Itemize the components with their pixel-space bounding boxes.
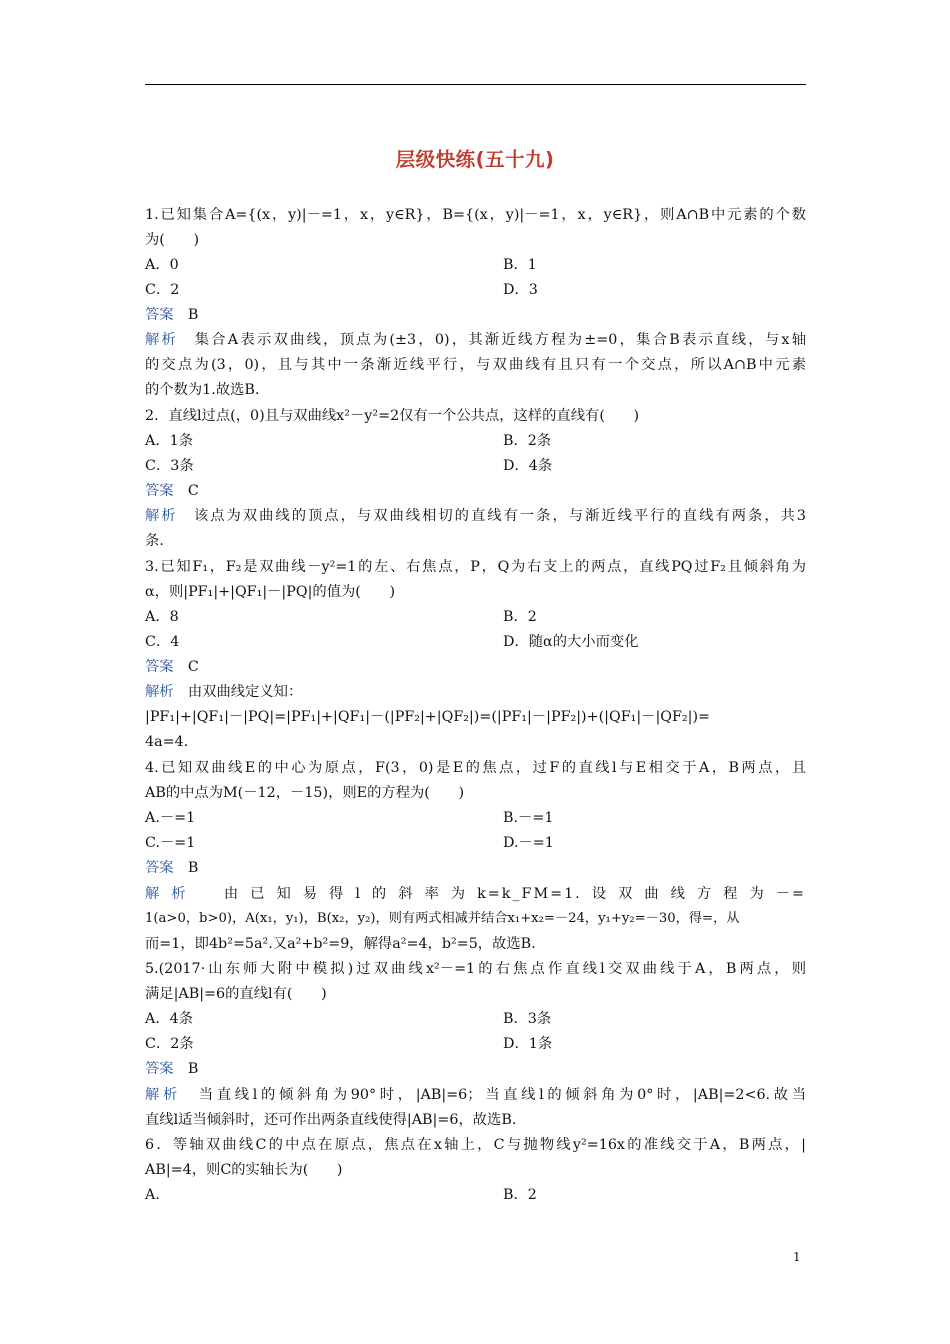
q2-option-c: C．3条 (145, 458, 194, 474)
page-title: 层级快练(五十九) (395, 148, 555, 171)
q5-option-b: B．3条 (503, 1011, 552, 1027)
q3-option-b: B．2 (503, 609, 537, 625)
q1-option-c: C．2 (145, 282, 180, 298)
q5-stem-line-2: 满足|AB|=6的直线l有( ) (145, 986, 327, 1002)
q3-analysis-line-2: |PF₁|+|QF₁|－|PQ|=|PF₁|+|QF₁|－(|PF₂|+|QF₂|)=(|PF₁|－|PF₂|)+(|QF₁|－|QF₂|)= (145, 709, 711, 725)
q4-option-d: D.－=1 (503, 835, 554, 851)
q3-option-c: C．4 (145, 634, 180, 650)
q3-option-d: D．随α的大小而变化 (503, 634, 639, 650)
q4-option-a: A.－=1 (145, 810, 196, 826)
analysis-tag: 解析 (145, 332, 179, 348)
q4-option-b: B.－=1 (503, 810, 554, 826)
q1-option-b: B．1 (503, 257, 537, 273)
page-number: 1 (793, 1250, 801, 1264)
q2-option-b: B．2条 (503, 433, 552, 449)
q1-analysis-line-2: 的交点为(3，0)，且与其中一条渐近线平行，与双曲线有且只有一个交点，所以A∩B中元素 (145, 357, 806, 373)
q1-stem-line-2: 为( ) (145, 232, 200, 248)
q1-analysis-line-3: 的个数为1.故选B. (145, 382, 260, 398)
q6-option-a: A. (145, 1187, 160, 1203)
q1-option-a: A．0 (145, 257, 179, 273)
q4-option-c: C.－=1 (145, 835, 196, 851)
q3-answer: 答案 C (145, 659, 199, 675)
q5-option-a: A．4条 (145, 1011, 194, 1027)
q6-stem-line-1: 6．等轴双曲线C的中点在原点，焦点在x轴上，C与抛物线y²=16x的准线交于A，B两点，| (145, 1137, 806, 1153)
q1-stem-line-1: 1.已知集合A={(x，y)|－=1，x，y∈R}，B={(x，y)|－=1，x，y∈R}，则A∩B中元素的个数 (145, 207, 806, 223)
q5-answer: 答案 B (145, 1061, 199, 1077)
q4-analysis-line-2: 1(a>0，b>0)，A(x₁，y₁)，B(x₂，y₂)，则有两式相减并结合x₁+x₂=－24，y₁+y₂=－30，得=，从 (145, 911, 740, 926)
q3-analysis-line-1: 解析 由双曲线定义知： (145, 684, 303, 700)
q4-stem-line-1: 4.已知双曲线E的中心为原点，F(3，0)是E的焦点，过F的直线l与E相交于A，B两点，且 (145, 760, 806, 776)
q5-analysis-line-1: 解析 当直线l的倾斜角为90°时，|AB|=6；当直线l的倾斜角为0°时，|AB|=2<6.故当 (145, 1087, 807, 1103)
q2-answer: 答案 C (145, 483, 199, 499)
q2-analysis-line-1: 解析 该点为双曲线的顶点，与双曲线相切的直线有一条，与渐近线平行的直线有两条，共3 (145, 508, 807, 524)
q1-answer (145, 305, 806, 325)
answer-tag: 答案 (145, 307, 174, 323)
q5-analysis-line-2: 直线l适当倾斜时，还可作出两条直线使得|AB|=6，故选B. (145, 1112, 517, 1128)
q3-option-a: A．8 (145, 609, 179, 625)
q3-analysis-line-3: 4a=4. (145, 734, 189, 750)
q5-option-d: D．1条 (503, 1036, 553, 1052)
q2-analysis-line-2: 条. (145, 533, 164, 549)
header-rule (145, 84, 806, 85)
q1-answer-value: B (187, 307, 199, 323)
q2-stem-line-1: 2．直线l过点(，0)且与双曲线x²－y²=2仅有一个公共点，这样的直线有( ) (145, 408, 640, 424)
q5-stem-line-1: 5.(2017·山东师大附中模拟)过双曲线x²－=1的右焦点作直线l交双曲线于A，B两点，则 (145, 961, 806, 977)
q4-analysis-line-1: 解析 由已知易得l的斜率为k=k_FM=1.设双曲线方程为－= (145, 886, 807, 902)
q4-stem-line-2: AB的中点为M(－12，－15)，则E的方程为( ) (145, 785, 465, 801)
q4-answer: 答案 B (145, 860, 199, 876)
q2-option-a: A．1条 (145, 433, 194, 449)
q2-option-d: D．4条 (503, 458, 553, 474)
q6-option-b: B．2 (503, 1187, 537, 1203)
q6-stem-line-2: AB|=4，则C的实轴长为( ) (145, 1162, 343, 1178)
q3-stem-line-1: 3.已知F₁，F₂是双曲线－y²=1的左、右焦点，P，Q为右支上的两点，直线PQ过F₂且倾斜角为 (145, 559, 806, 575)
q1-option-d: D．3 (503, 282, 538, 298)
q5-option-c: C．2条 (145, 1036, 194, 1052)
q3-stem-line-2: α，则|PF₁|+|QF₁|－|PQ|的值为( ) (145, 584, 396, 600)
q1-analysis-line-1: 解析 集合A表示双曲线，顶点为(±3，0)，其渐近线方程为±=0，集合B表示直线，与x轴 (145, 332, 807, 348)
q4-analysis-line-3: 而=1，即4b²=5a².又a²+b²=9，解得a²=4，b²=5，故选B. (145, 936, 536, 952)
